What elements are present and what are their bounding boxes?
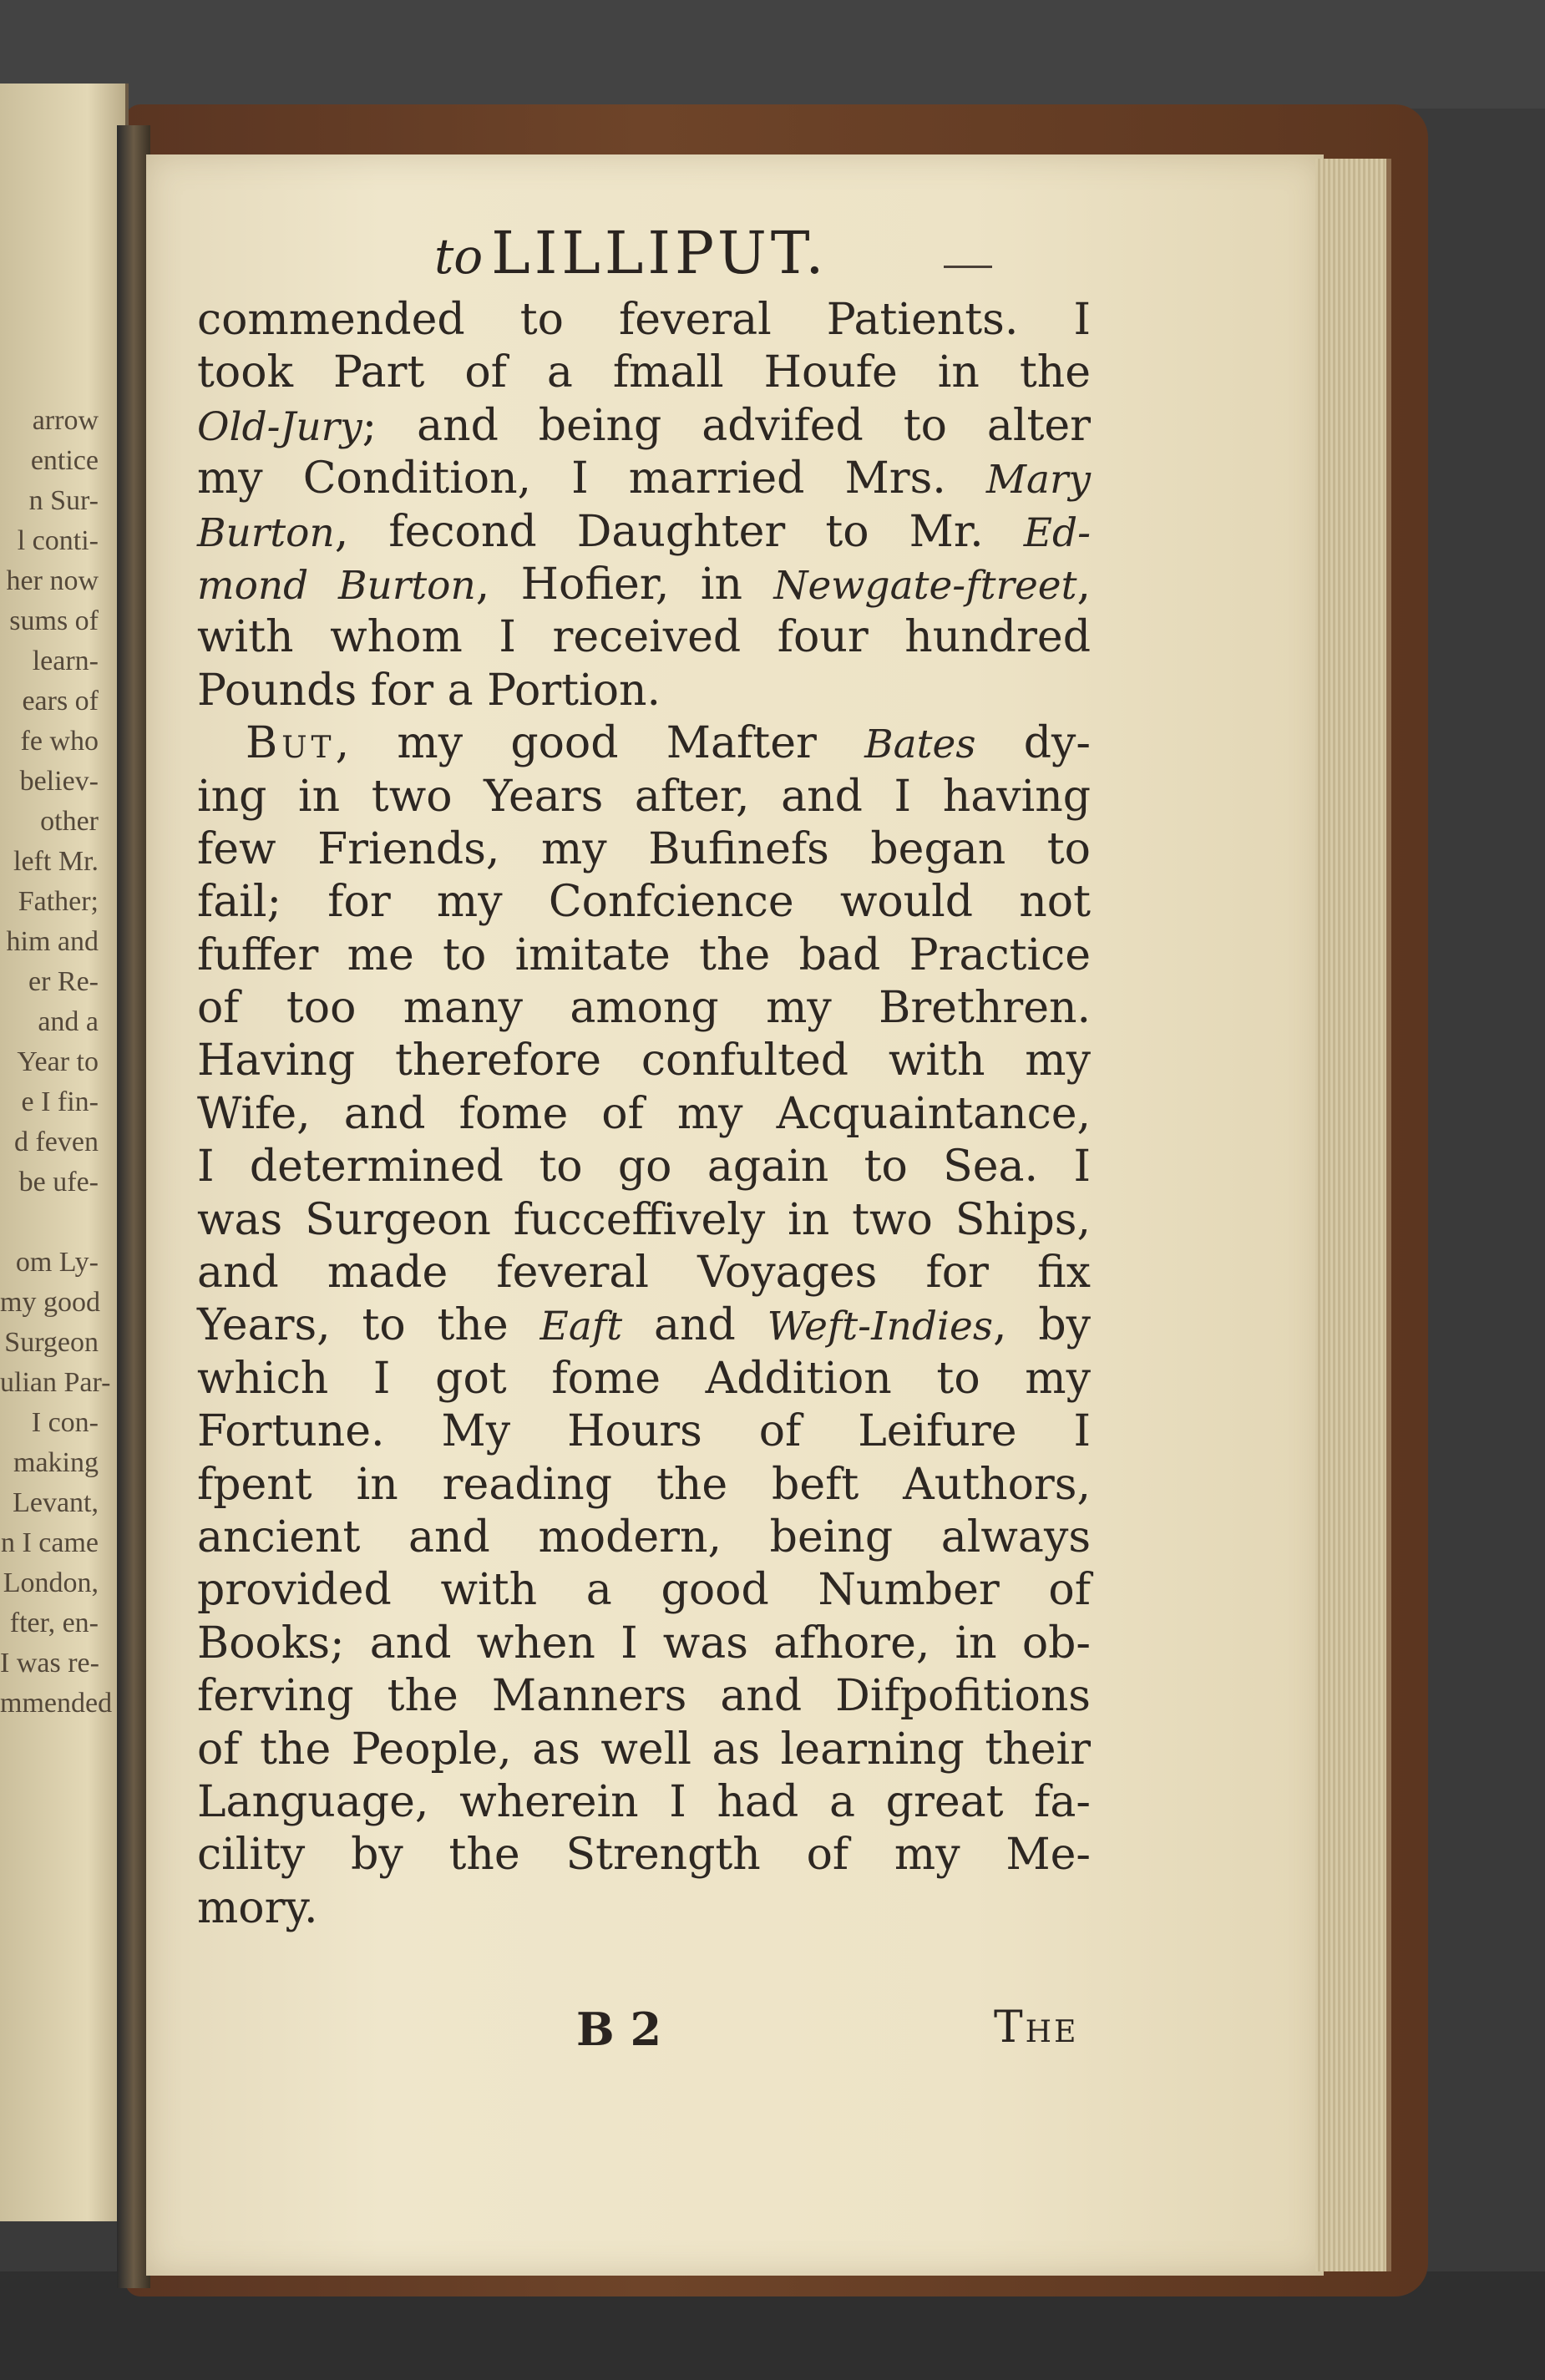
italic-text: Newgate-ftreet xyxy=(773,562,1077,609)
text-line xyxy=(197,665,1091,717)
left-page-fragment: making xyxy=(13,1447,99,1478)
text-line xyxy=(197,982,1091,1035)
left-page-fragment: I was re- xyxy=(0,1648,99,1679)
left-page-fragment: learn- xyxy=(32,646,99,676)
left-page-fragment: e I fin- xyxy=(21,1086,99,1117)
text-line xyxy=(197,1512,1091,1564)
text-run: mory. xyxy=(197,1882,318,1933)
text-run: ; and being advifed to alter xyxy=(362,400,1091,451)
left-page-fragment: mmended xyxy=(0,1688,113,1719)
text-run: fpent in reading the beft Authors, xyxy=(197,1459,1091,1510)
left-page-fragment: Levant, xyxy=(13,1487,99,1518)
text-run: I determined to go again to Sea. I xyxy=(197,1142,1091,1193)
text-line xyxy=(197,1882,1091,1935)
text-run: ferving the Manners and Difpofitions xyxy=(197,1671,1091,1722)
left-page-fragment: left Mr. xyxy=(13,846,99,877)
text-line xyxy=(197,1035,1091,1087)
left-page-fragment: d feven xyxy=(13,1127,99,1157)
text-line xyxy=(197,453,1091,505)
text-line xyxy=(197,1353,1091,1405)
text-line xyxy=(197,559,1091,611)
text-line xyxy=(197,1459,1091,1512)
text-run: fuffer me to imitate the bad Practice xyxy=(197,929,1091,980)
left-page-fragment: ulian Par- xyxy=(0,1367,111,1398)
running-head xyxy=(434,219,828,287)
text-line xyxy=(197,1724,1091,1776)
left-page-fragment: fe who xyxy=(20,726,99,757)
left-page-fragment: other xyxy=(40,806,99,837)
left-page-fragment: om Ly- xyxy=(15,1247,99,1278)
text-line xyxy=(197,1776,1091,1829)
text-run: Wife, and fome of my Acquaintance, xyxy=(197,1088,1091,1139)
text-line xyxy=(197,876,1091,929)
text-run: , my good Mafter xyxy=(335,718,865,769)
text-run: my Condition, I married Mrs. xyxy=(197,453,986,504)
left-page-fragment: I con- xyxy=(31,1407,99,1438)
text-run: few Friends, my Bufinefs began to xyxy=(197,823,1091,874)
left-page-fragment: Father; xyxy=(18,886,99,917)
head-dash xyxy=(944,266,992,268)
text-run: and xyxy=(622,1300,767,1351)
text-line xyxy=(197,717,1091,770)
text-line xyxy=(197,400,1091,453)
italic-text: Eaft xyxy=(539,1304,623,1350)
text-run: But xyxy=(246,718,336,769)
text-line xyxy=(197,347,1091,399)
italic-text: Burton xyxy=(197,509,335,556)
italic-text: Mary xyxy=(985,457,1091,504)
left-page-fragment: my good xyxy=(0,1287,100,1318)
left-page xyxy=(0,84,129,2221)
text-run: Fortune. My Hours of Leifure I xyxy=(197,1406,1091,1457)
text-run: was Surgeon fucceffively in two Ships, xyxy=(197,1194,1091,1245)
text-line xyxy=(197,1405,1091,1458)
body-text xyxy=(197,294,1091,1935)
left-page-fragment: be ufe- xyxy=(18,1167,99,1198)
text-run: commended to feveral Patients. I xyxy=(197,295,1091,345)
left-page-fragment: fter, en- xyxy=(9,1608,99,1638)
left-page-fragment: him and xyxy=(6,926,99,957)
text-line xyxy=(197,1141,1091,1193)
book-gutter xyxy=(117,125,150,2288)
text-line xyxy=(197,506,1091,559)
italic-text: Bates xyxy=(864,722,976,768)
text-line xyxy=(197,1194,1091,1247)
text-line xyxy=(197,823,1091,876)
text-line xyxy=(197,1564,1091,1617)
left-page-fragment: entice xyxy=(30,445,99,476)
text-run: Having therefore confulted with my xyxy=(197,1036,1091,1086)
left-page-fragment: London, xyxy=(3,1567,99,1598)
left-page-fragment: n Sur- xyxy=(28,485,99,516)
italic-text: mond Burton xyxy=(197,562,476,609)
text-run: , Hofier, in xyxy=(475,559,774,610)
text-run: provided with a good Number of xyxy=(197,1565,1091,1616)
left-page-fragment: her now xyxy=(6,565,99,596)
text-line xyxy=(197,771,1091,823)
left-page-fragment: Surgeon xyxy=(4,1327,99,1358)
signature-mark: B 2 xyxy=(576,2003,662,2056)
background-top xyxy=(0,0,1545,109)
text-run: took Part of a fmall Houfe in the xyxy=(197,347,1091,398)
text-run: of too many among my Brethren. xyxy=(197,983,1091,1034)
text-line xyxy=(197,929,1091,982)
left-page-fragment: sums of xyxy=(9,605,99,636)
text-run: , by xyxy=(992,1300,1091,1351)
text-line xyxy=(197,1618,1091,1670)
left-page-fragment: believ- xyxy=(19,766,99,797)
text-line xyxy=(197,1829,1091,1881)
text-line xyxy=(197,611,1091,664)
italic-text: Weft-Indies xyxy=(767,1304,993,1350)
italic-text: Old-Jury xyxy=(197,403,362,450)
text-line xyxy=(197,1247,1091,1299)
text-run: Years, to the xyxy=(197,1300,540,1351)
left-page-fragment: arrow xyxy=(32,405,99,436)
left-page-fragment: l conti- xyxy=(17,525,99,556)
italic-text: Ed- xyxy=(1023,509,1091,556)
text-run: Books; and when I was afhore, in ob- xyxy=(197,1618,1091,1669)
text-line xyxy=(197,1670,1091,1723)
text-run: fail; for my Confcience would not xyxy=(197,877,1091,928)
text-run: and made feveral Voyages for fix xyxy=(197,1248,1091,1299)
running-head-italic: to xyxy=(434,228,484,285)
text-run: dy- xyxy=(975,718,1091,769)
left-page-fragment: Year to xyxy=(17,1046,99,1077)
catchword: The xyxy=(994,2003,1079,2053)
text-run: ancient and modern, being always xyxy=(197,1512,1091,1562)
left-page-text xyxy=(0,401,113,1724)
text-run: Language, wherein I had a great fa- xyxy=(197,1776,1091,1827)
text-run: Pounds for a Portion. xyxy=(197,665,661,716)
text-run: cility by the Strength of my Me- xyxy=(197,1830,1091,1881)
text-line xyxy=(197,294,1091,347)
left-page-fragment xyxy=(0,1203,99,1243)
left-page-fragment: n I came xyxy=(0,1527,99,1558)
page-fore-edge xyxy=(1315,159,1391,2271)
left-page-fragment: ears of xyxy=(22,686,99,717)
left-page-fragment: er Re- xyxy=(28,966,99,997)
text-run: , xyxy=(1076,559,1091,610)
text-run: which I got fome Addition to my xyxy=(197,1353,1091,1404)
text-run: of the People, as well as learning their xyxy=(197,1724,1091,1775)
text-run: ing in two Years after, and I having xyxy=(197,771,1091,822)
left-page-fragment: and a xyxy=(38,1006,99,1037)
running-head-title: LILLIPUT. xyxy=(491,219,828,287)
text-run: , fecond Daughter to Mr. xyxy=(334,506,1024,557)
text-line xyxy=(197,1088,1091,1141)
text-run: with whom I received four hundred xyxy=(197,612,1091,663)
text-line xyxy=(197,1299,1091,1352)
